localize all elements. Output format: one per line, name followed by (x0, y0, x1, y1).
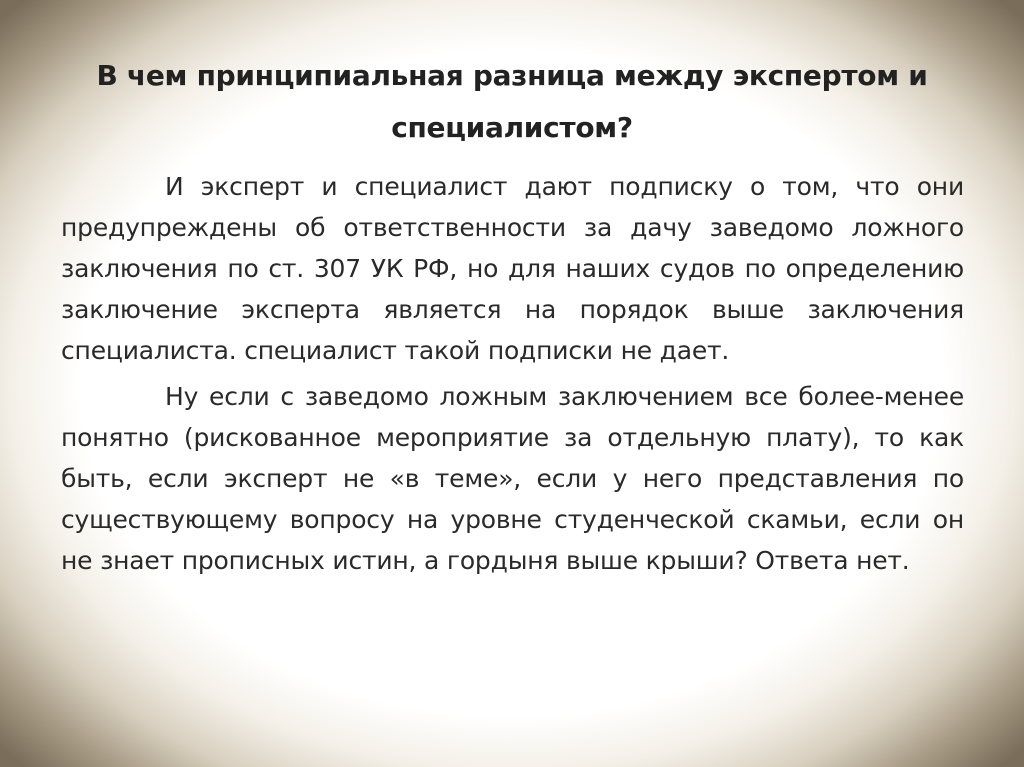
paragraph-2: Ну если с заведомо ложным заключением все более-менее понятно (рискованное мероприятие за отдельную плату), то как быть, если эксперт не «в теме», если у него представления по существующему вопросу на уровне студенческой скамьи, если он не знает прописных истин, а гордыня выше крыши? Ответа нет. (61, 382, 964, 575)
slide-body (61, 166, 964, 586)
paragraph-1: И эксперт и специалист дают подписку о том, что они предупреждены об ответственности за дачу заведомо ложного заключения по ст. 307 УК РФ, но для наших судов по определению заключение эксперта является на порядок выше заключения специалиста. специалист такой подписки не дает. (61, 172, 964, 365)
slide-title: В чем принципиальная разница между экспертом и специалистом? (96, 59, 928, 144)
